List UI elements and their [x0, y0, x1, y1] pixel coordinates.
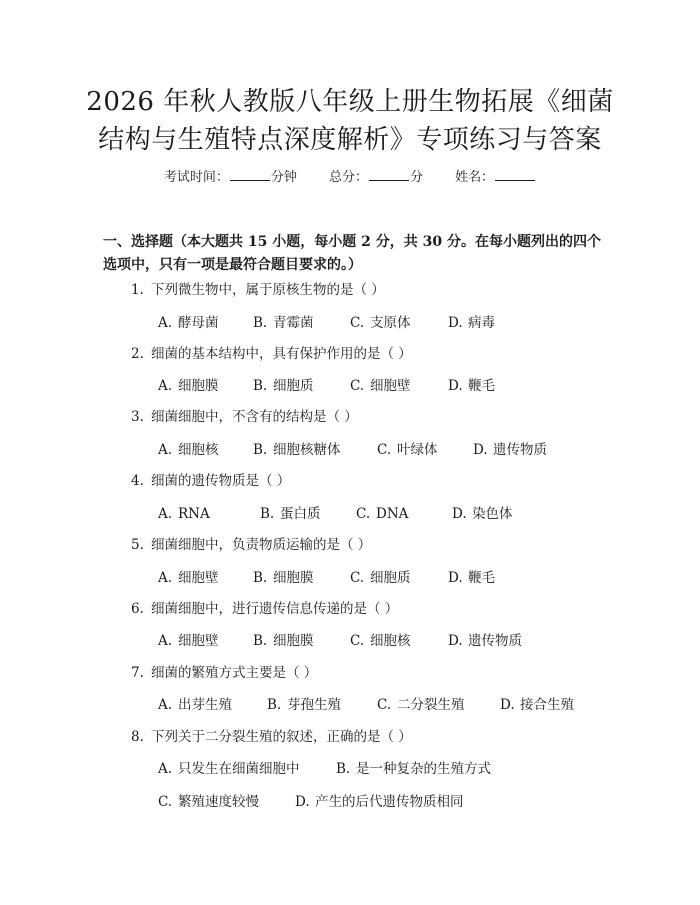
question-8: [131, 728, 412, 746]
option-letter: C.: [350, 315, 365, 331]
option-text: 遗传物质: [468, 633, 522, 649]
option-text: 支原体: [370, 315, 411, 331]
option-letter: B.: [253, 633, 268, 649]
question-7: [131, 664, 317, 682]
option-text: 细胞壁: [178, 633, 219, 649]
option-text: 是一种复杂的生殖方式: [356, 761, 491, 777]
question-5-option-a: [158, 569, 219, 587]
question-number: 7.: [131, 665, 144, 681]
question-7-option-c: [377, 696, 465, 714]
option-letter: B.: [336, 761, 351, 777]
question-8-option-a: [158, 760, 300, 778]
question-5-option-c: [350, 569, 411, 587]
option-letter: B.: [253, 378, 268, 394]
option-letter: B.: [253, 315, 268, 331]
question-3-option-c: [377, 441, 438, 459]
option-letter: A.: [158, 442, 173, 458]
option-text: 只发生在细菌细胞中: [178, 761, 300, 777]
option-letter: D.: [448, 378, 463, 394]
question-4-option-b: [260, 505, 321, 523]
exam-info-row: [0, 168, 700, 187]
option-letter: A.: [158, 315, 173, 331]
option-text: 细胞膜: [273, 633, 314, 649]
option-letter: A.: [158, 506, 173, 522]
question-2-option-a: [158, 377, 219, 395]
exam-time-blank: [230, 168, 270, 181]
option-text: 二分裂生殖: [397, 697, 465, 713]
option-letter: D.: [448, 315, 463, 331]
question-8-option-b: [336, 760, 491, 778]
exam-score-unit: 分: [410, 170, 424, 185]
question-1: [131, 281, 385, 299]
option-text: 病毒: [468, 315, 495, 331]
question-8-option-c: [158, 793, 259, 811]
document-title-line-1: 2026 年秋人教版八年级上册生物拓展《细菌: [86, 87, 614, 117]
option-text: 青霉菌: [273, 315, 314, 331]
question-number: 4.: [131, 473, 144, 489]
question-number: 8.: [131, 729, 144, 745]
question-text: 下列关于二分裂生殖的叙述，正确的是（ ）: [151, 729, 412, 745]
question-5: [131, 536, 371, 554]
option-letter: B.: [260, 506, 275, 522]
question-text: 细菌细胞中，负责物质运输的是（ ）: [151, 537, 372, 553]
question-4-option-a: [158, 505, 210, 523]
question-1-option-d: [448, 314, 495, 332]
question-3: [131, 408, 358, 426]
option-text: 细胞核糖体: [273, 442, 341, 458]
option-letter: A.: [158, 761, 173, 777]
question-7-option-b: [267, 696, 341, 714]
option-text: 细胞膜: [178, 378, 219, 394]
question-text: 细菌的基本结构中，具有保护作用的是（ ）: [151, 346, 412, 362]
document-title-line-2: 结构与生殖特点深度解析》专项练习与答案: [98, 125, 602, 155]
question-1-option-c: [350, 314, 411, 332]
option-letter: A.: [158, 570, 173, 586]
option-letter: D.: [295, 794, 310, 810]
option-text: DNA: [376, 506, 409, 522]
option-letter: D.: [448, 570, 463, 586]
question-1-option-a: [158, 314, 219, 332]
option-text: 叶绿体: [397, 442, 438, 458]
option-text: 出芽生殖: [178, 697, 232, 713]
option-text: 鞭毛: [468, 378, 495, 394]
question-number: 1.: [131, 282, 144, 298]
option-letter: B.: [267, 697, 282, 713]
question-2: [131, 345, 412, 363]
student-name: [455, 168, 536, 187]
option-text: 细胞壁: [178, 570, 219, 586]
exam-score-label: 总分：: [328, 170, 368, 185]
exam-time-unit: 分钟: [270, 170, 297, 185]
option-text: 细胞膜: [273, 570, 314, 586]
option-text: 酵母菌: [178, 315, 219, 331]
option-letter: C.: [350, 378, 365, 394]
question-3-option-a: [158, 441, 219, 459]
question-text: 细菌的繁殖方式主要是（ ）: [151, 665, 318, 681]
student-name-blank: [495, 168, 535, 181]
option-text: 细胞质: [273, 378, 314, 394]
question-1-option-b: [253, 314, 314, 332]
option-text: 鞭毛: [468, 570, 495, 586]
option-text: 细胞核: [370, 633, 411, 649]
question-number: 5.: [131, 537, 144, 553]
question-number: 6.: [131, 601, 144, 617]
question-6: [131, 600, 398, 618]
option-letter: A.: [158, 378, 173, 394]
option-text: 繁殖速度较慢: [178, 794, 259, 810]
question-5-option-b: [253, 569, 314, 587]
question-4-option-d: [452, 505, 513, 523]
option-letter: D.: [500, 697, 515, 713]
option-letter: D.: [473, 442, 488, 458]
option-text: 芽孢生殖: [287, 697, 341, 713]
exam-time: [164, 168, 297, 187]
option-text: 细胞壁: [370, 378, 411, 394]
question-3-option-d: [473, 441, 547, 459]
option-text: 蛋白质: [280, 506, 321, 522]
option-text: 细胞核: [178, 442, 219, 458]
question-number: 3.: [131, 409, 144, 425]
question-text: 细菌细胞中，不含有的结构是（ ）: [151, 409, 358, 425]
question-text: 细菌的遗传物质是（ ）: [151, 473, 291, 489]
question-text: 下列微生物中，属于原核生物的是（ ）: [151, 282, 385, 298]
option-letter: D.: [452, 506, 467, 522]
option-letter: B.: [253, 442, 268, 458]
question-7-option-a: [158, 696, 232, 714]
question-4-option-c: [356, 505, 408, 523]
option-letter: B.: [253, 570, 268, 586]
question-6-option-a: [158, 632, 219, 650]
question-4: [131, 472, 290, 490]
option-letter: C.: [356, 506, 371, 522]
option-letter: C.: [377, 697, 392, 713]
section-heading: 一、选择题（本大题共 15 小题，每小题 2 分，共 30 分。在每小题列出的四个选项中，只有一项是最符合题目要求的。）: [103, 234, 601, 273]
option-letter: C.: [377, 442, 392, 458]
question-6-option-d: [448, 632, 522, 650]
question-2-option-d: [448, 377, 495, 395]
exam-score-blank: [369, 168, 409, 181]
question-2-option-c: [350, 377, 411, 395]
question-number: 2.: [131, 346, 144, 362]
question-7-option-d: [500, 696, 574, 714]
question-8-option-d: [295, 793, 464, 811]
option-text: 接合生殖: [520, 697, 574, 713]
option-text: RNA: [178, 506, 210, 522]
option-letter: C.: [350, 633, 365, 649]
option-letter: A.: [158, 633, 173, 649]
question-2-option-b: [253, 377, 314, 395]
question-5-option-d: [448, 569, 495, 587]
option-letter: C.: [350, 570, 365, 586]
question-6-option-c: [350, 632, 411, 650]
option-letter: C.: [158, 794, 173, 810]
exam-time-label: 考试时间：: [163, 170, 229, 185]
option-text: 细胞质: [370, 570, 411, 586]
option-text: 遗传物质: [493, 442, 547, 458]
option-text: 染色体: [472, 506, 513, 522]
question-text: 细菌细胞中，进行遗传信息传递的是（ ）: [151, 601, 399, 617]
question-3-option-b: [253, 441, 341, 459]
student-name-label: 姓名：: [455, 170, 495, 185]
exam-score: [329, 168, 423, 187]
option-letter: A.: [158, 697, 173, 713]
option-letter: D.: [448, 633, 463, 649]
option-text: 产生的后代遗传物质相同: [315, 794, 464, 810]
question-6-option-b: [253, 632, 314, 650]
